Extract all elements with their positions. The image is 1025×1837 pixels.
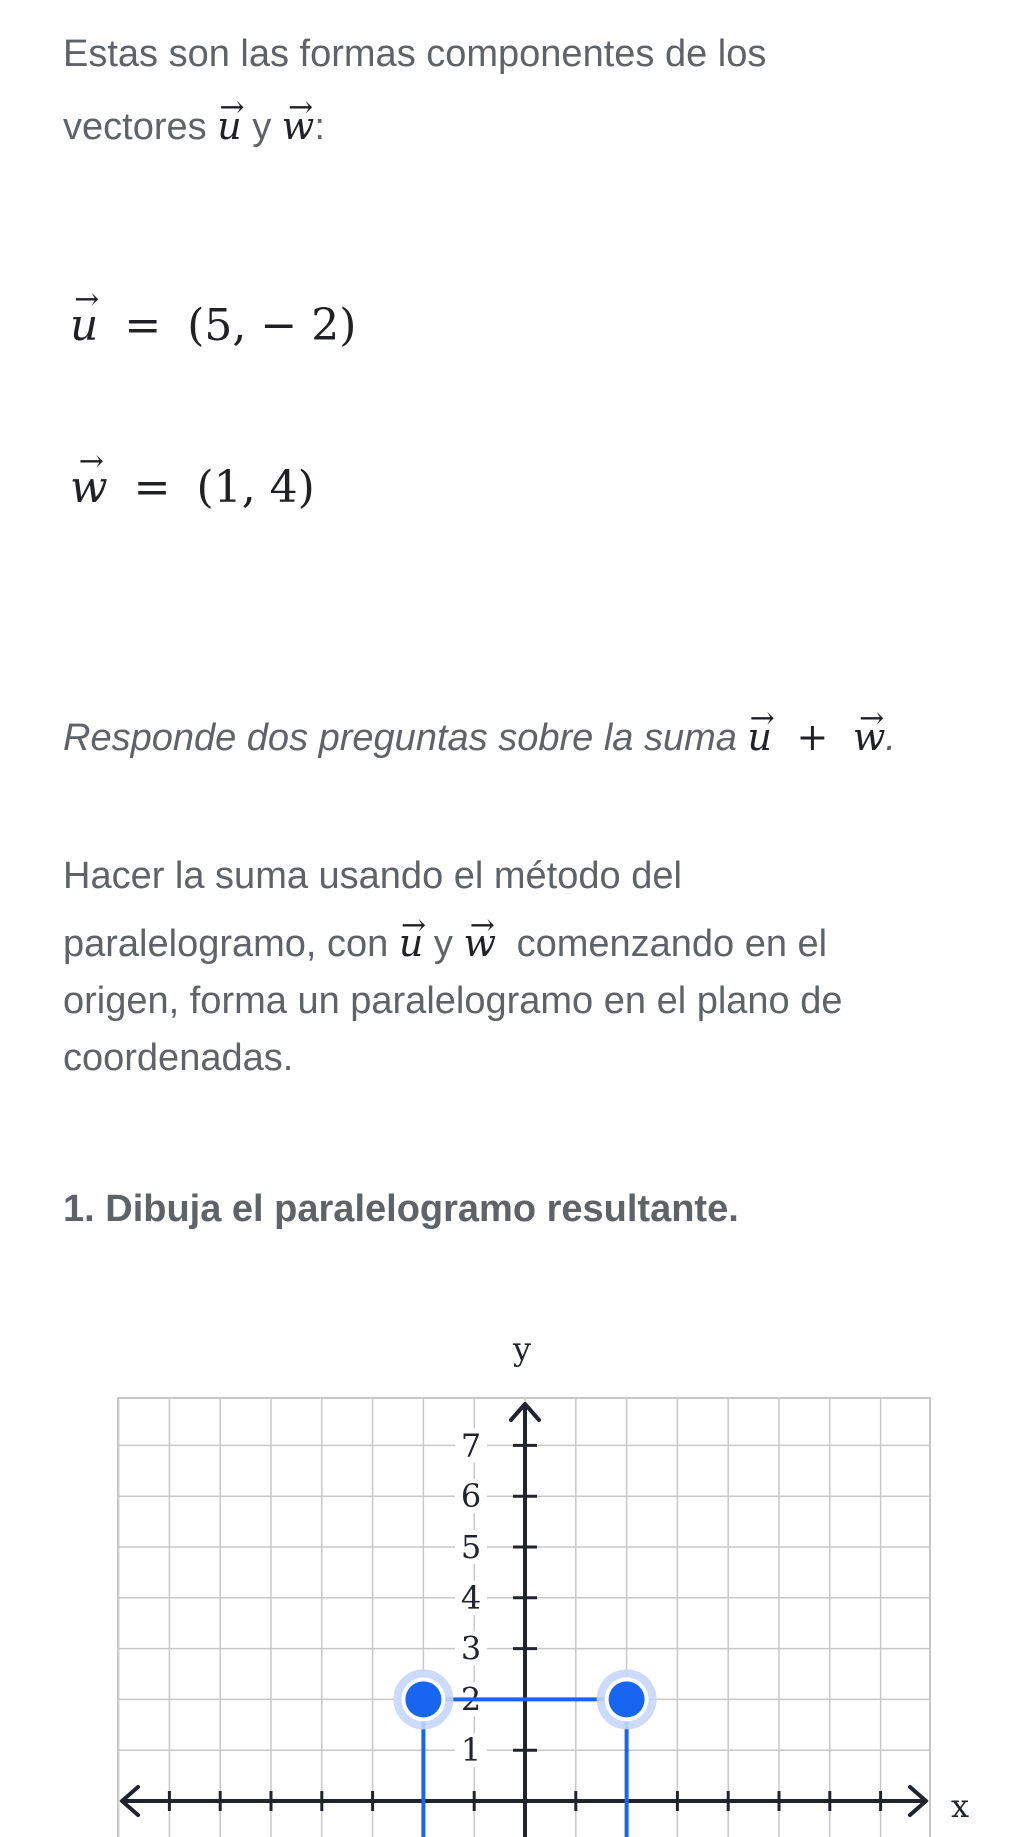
y-tick-label: 2 bbox=[460, 1680, 482, 1719]
question-1-heading: 1. Dibuja el paralelogramo resultante. bbox=[63, 1188, 739, 1230]
method-line1: Hacer la suma usando el método del bbox=[63, 855, 682, 897]
point-handle[interactable] bbox=[609, 1681, 645, 1717]
y-tick-label: 3 bbox=[460, 1629, 482, 1668]
vector-w-symbol: → w bbox=[282, 88, 315, 160]
y-tick-label: 4 bbox=[460, 1578, 482, 1617]
equation-w-value: (1, 4) bbox=[196, 462, 315, 513]
y-tick-label: 6 bbox=[460, 1477, 482, 1516]
method-line2-suffix: comenzando en el bbox=[516, 923, 828, 965]
intro-line2-prefix: vectores bbox=[63, 106, 207, 148]
y-tick-label: 7 bbox=[460, 1426, 482, 1465]
method-vec-w: → w bbox=[463, 911, 496, 972]
method-y: y bbox=[433, 923, 453, 965]
x-axis-label: x bbox=[950, 1787, 970, 1825]
y-tick-label: 1 bbox=[460, 1731, 482, 1770]
instruction-plus: + bbox=[796, 715, 829, 759]
method-line4: coordenadas. bbox=[63, 1037, 294, 1079]
point-handle[interactable] bbox=[405, 1681, 441, 1717]
intro-line1: Estas son las formas componentes de los bbox=[63, 33, 767, 75]
draggable-point[interactable] bbox=[393, 1669, 453, 1729]
instruction-label: Responde dos preguntas sobre la suma bbox=[63, 717, 737, 759]
axes bbox=[122, 1404, 926, 1837]
equation-w-symbol: → w bbox=[70, 458, 108, 513]
method-line3: origen, forma un paralelogramo en el plano de bbox=[63, 980, 843, 1022]
equation-u-symbol: → u bbox=[70, 296, 98, 351]
draggable-point[interactable] bbox=[597, 1669, 657, 1729]
intro-colon: : bbox=[314, 106, 325, 148]
instruction-vec-u: → u bbox=[747, 699, 771, 771]
y-tick-label: 5 bbox=[460, 1528, 482, 1566]
instruction-vec-w: → w bbox=[853, 699, 886, 771]
instruction-period: . bbox=[885, 717, 896, 759]
equation-w-equals: = bbox=[133, 462, 171, 513]
intro-y: y bbox=[252, 106, 272, 148]
method-line2-prefix: paralelogramo, con bbox=[63, 923, 389, 965]
y-axis-label: y bbox=[512, 1330, 532, 1368]
equation-u-value: (5, − 2) bbox=[187, 300, 357, 351]
method-vec-u: → u bbox=[399, 911, 423, 972]
vector-u-symbol: → u bbox=[217, 88, 241, 160]
equation-u-equals: = bbox=[124, 300, 162, 351]
